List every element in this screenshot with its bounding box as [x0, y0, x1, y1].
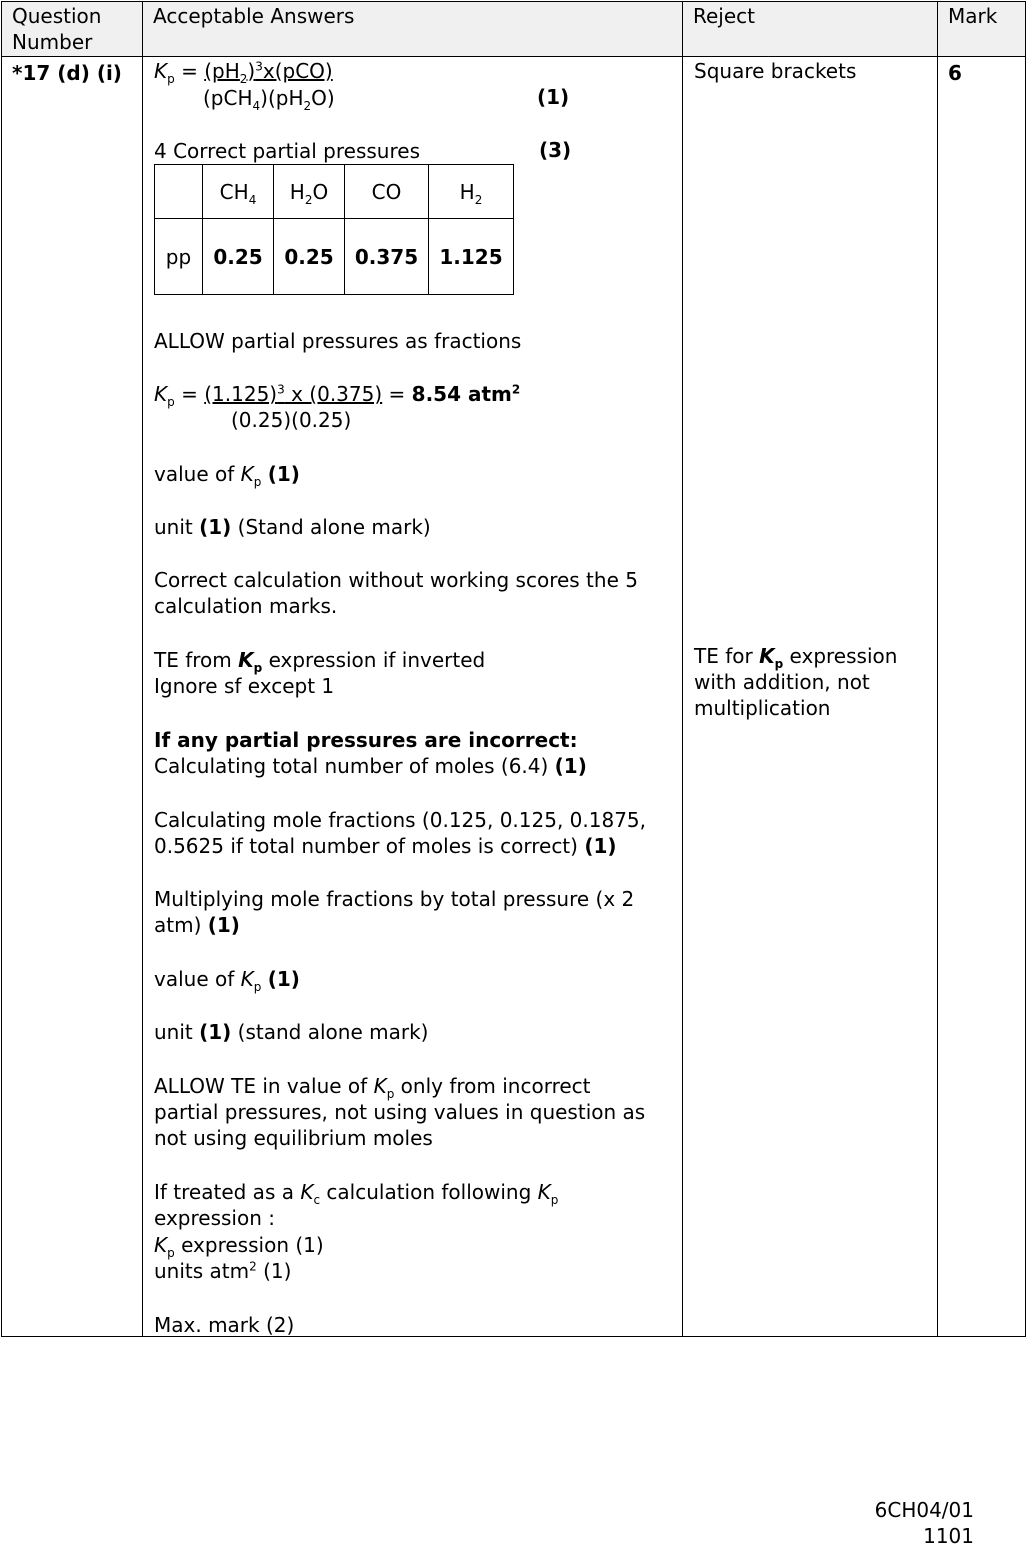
reject-te-for-kp: TE for $K_p$ expression — [694, 644, 898, 671]
partial-pressure-table — [154, 164, 514, 295]
pp-value-h2o: 0.25 — [274, 219, 345, 295]
kp-denominator: $(pCH_4)(pH_2O)$ — [203, 86, 335, 113]
unit-mark-2: unit (1) (stand alone mark) — [154, 1020, 429, 1044]
pp-row-label: pp — [155, 219, 203, 295]
allow-fractions: ALLOW partial pressures as fractions — [154, 329, 522, 353]
correct-calculation-2: calculation marks. — [154, 594, 338, 618]
kc-treated-1: If treated as a $K_c$ calculation following $K_p$ — [154, 1180, 559, 1207]
reject-te-2: with addition, not — [694, 670, 870, 694]
kp-numerator: $(pH_2)^3x(pCO)$ — [204, 59, 333, 86]
answer-row — [2, 57, 1026, 1337]
reject-te-3: multiplication — [694, 696, 831, 720]
header-question-number: Question Number — [2, 2, 143, 57]
header-mark: Mark — [938, 2, 1026, 57]
kp-calc-denominator: (0.25)(0.25) — [231, 408, 352, 432]
max-mark: Max. mark (2) — [154, 1313, 295, 1337]
mark-partial-pressures: (3) — [539, 138, 572, 162]
allow-te-1: ALLOW TE in value of $K_p$ only from incorrect — [154, 1074, 591, 1101]
header-row — [2, 2, 1026, 57]
allow-te-3: not using equilibrium moles — [154, 1126, 433, 1150]
units-atm-mark: units atm$^2$ (1) — [154, 1259, 292, 1283]
calc-total-moles: Calculating total number of moles (6.4) (1) — [154, 754, 587, 778]
kc-treated-2: expression : — [154, 1206, 275, 1230]
value-of-kp: value of $K_p$ (1) — [154, 462, 300, 489]
paper-code: 6CH04/01 — [874, 1498, 974, 1522]
unit-mark: unit (1) (Stand alone mark) — [154, 515, 431, 539]
mark-scheme-table — [1, 1, 1026, 1337]
reject-cell — [683, 57, 938, 1337]
pp-value-h2: 1.125 — [429, 219, 514, 295]
te-from-kp: TE from $K_p$ expression if inverted — [154, 648, 486, 675]
mark-cell: 6 — [938, 57, 1026, 1337]
mark-expression: (1) — [537, 85, 570, 109]
pp-table-corner — [155, 165, 203, 219]
pp-col-h2o: $H_2O$ — [274, 165, 345, 219]
multiplying-1: Multiplying mole fractions by total pressure (x 2 — [154, 887, 635, 911]
pp-col-ch4: $CH_4$ — [203, 165, 274, 219]
if-incorrect-heading: If any partial pressures are incorrect: — [154, 728, 578, 752]
reject-square-brackets: Square brackets — [694, 59, 857, 83]
kp-expression-mark: $K_p$ expression (1) — [154, 1233, 324, 1260]
header-acceptable-answers: Acceptable Answers — [143, 2, 683, 57]
calc-mole-fractions-1: Calculating mole fractions (0.125, 0.125, 0.1875, — [154, 808, 647, 832]
pp-col-h2: $H_2$ — [429, 165, 514, 219]
pp-col-co: CO — [345, 165, 429, 219]
question-number-cell: *17 (d) (i) — [2, 57, 143, 1337]
partial-pressures-label: 4 Correct partial pressures — [154, 139, 420, 163]
header-reject: Reject — [683, 2, 938, 57]
value-of-kp-2: value of $K_p$ (1) — [154, 967, 300, 994]
calc-mole-fractions-2: 0.5625 if total number of moles is correct) (1) — [154, 834, 617, 858]
kp-calculation: $K_p = (1.125)^3$ x (0.375) = 8.54 atm$^2$ — [154, 382, 521, 409]
acceptable-answers-cell — [143, 57, 683, 1337]
pp-value-ch4: 0.25 — [203, 219, 274, 295]
ignore-sf: Ignore sf except 1 — [154, 674, 335, 698]
kp-expression: $K_p = (pH_2)^3x(pCO)$ — [154, 59, 333, 86]
correct-calculation-1: Correct calculation without working scores the 5 — [154, 568, 638, 592]
page-reference: 1101 — [923, 1524, 974, 1548]
page-footer — [875, 1497, 974, 1549]
allow-te-2: partial pressures, not using values in question as — [154, 1100, 646, 1124]
multiplying-2: atm) (1) — [154, 913, 240, 937]
pp-value-co: 0.375 — [345, 219, 429, 295]
